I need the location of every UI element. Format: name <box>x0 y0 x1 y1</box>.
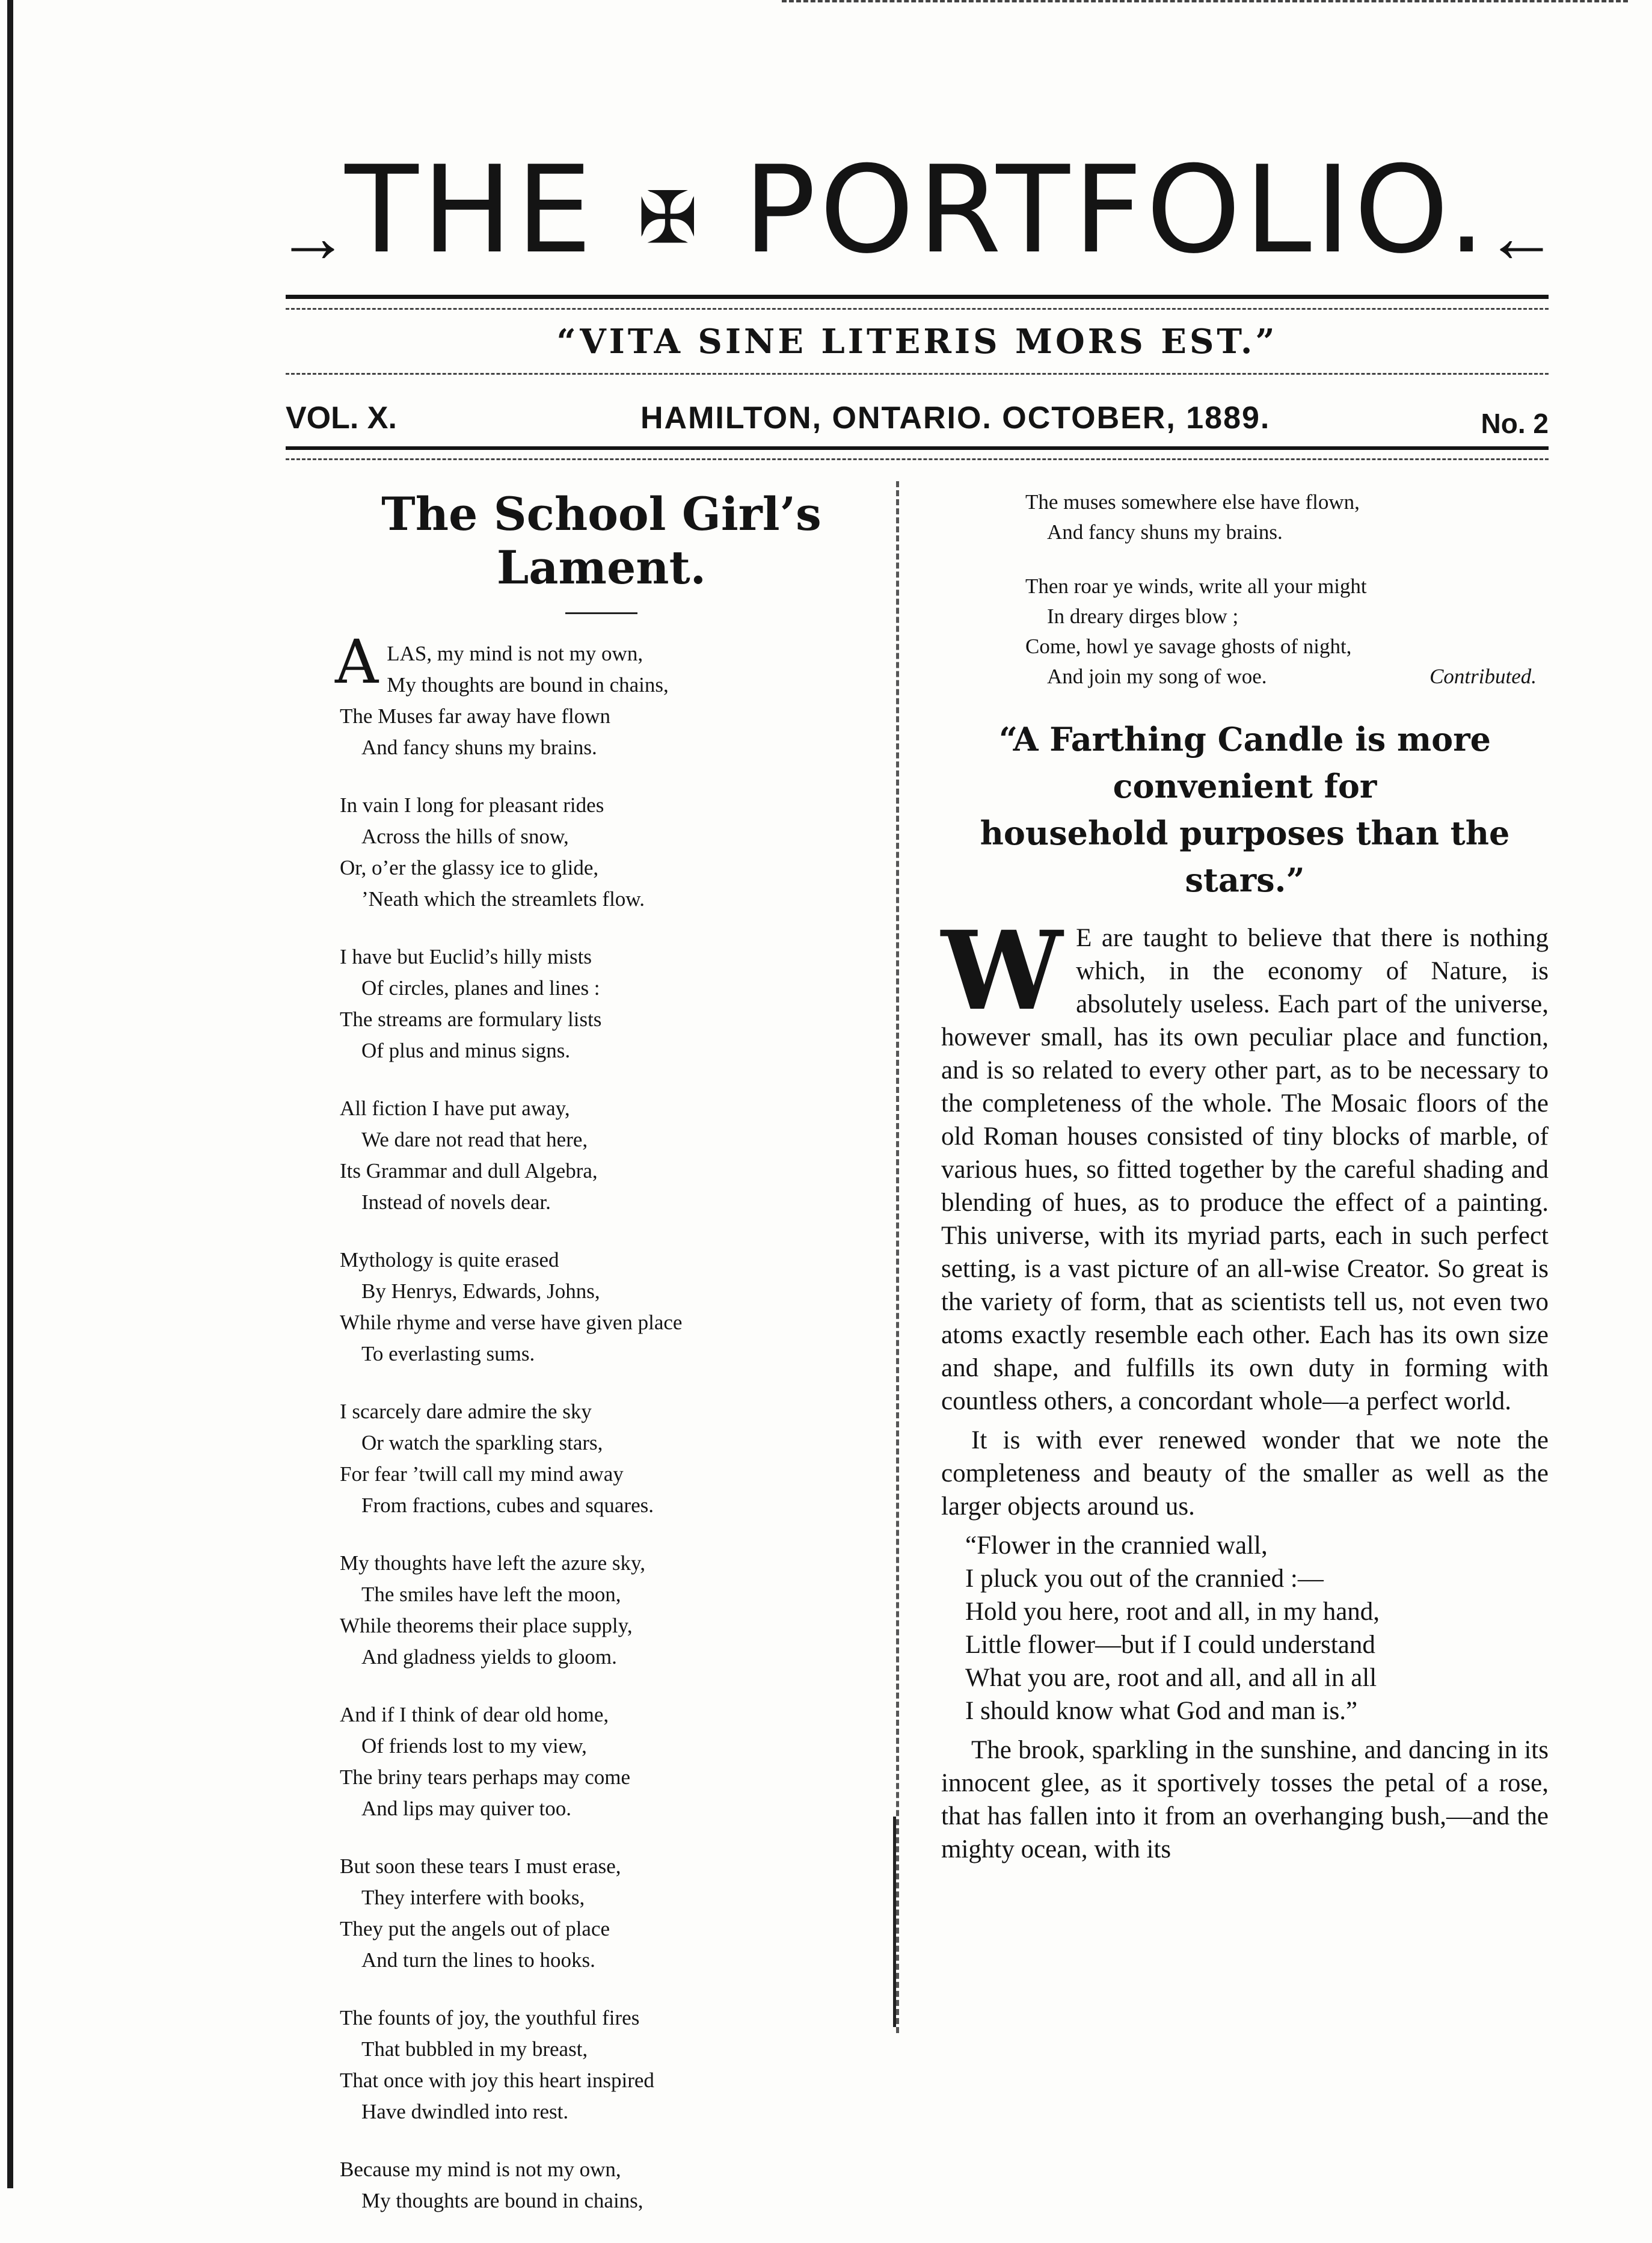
motto-dashed-rule <box>286 373 1549 375</box>
title-word-the: THE <box>345 140 596 280</box>
poem-line: Then roar ye winds, write all your might <box>1025 574 1367 598</box>
quoted-verse <box>965 1529 1549 1728</box>
poem-line: They put the angels out of place <box>340 1917 610 1940</box>
contributor-credit: Contributed. <box>1429 665 1537 688</box>
stanza-4 <box>340 1093 890 1218</box>
masthead-dashed-rule <box>286 308 1549 310</box>
poem-line: Come, howl ye savage ghosts of night, <box>1025 635 1352 658</box>
verse-line: Hold you here, root and all, in my hand, <box>965 1598 1380 1626</box>
poem-continuation-stanza <box>1025 487 1549 547</box>
poem-stanzas <box>313 790 890 2217</box>
poem-line: The Muses far away have flown <box>340 704 610 728</box>
essay-title <box>941 716 1549 903</box>
poem-line: Of plus and minus signs. <box>361 1039 571 1062</box>
poem-line: And fancy shuns my brains. <box>361 736 597 759</box>
stanza-2 <box>340 790 890 915</box>
left-column <box>313 481 890 2243</box>
essay-paragraph-2: It is with ever renewed wonder that we note the completeness and beauty of the smaller as well as the larger objects around us. <box>941 1426 1549 1521</box>
dateline-dashed-rule <box>286 458 1549 460</box>
motto: “VITA SINE LITERIS MORS EST.” <box>556 322 1278 362</box>
poem-line: And if I think of dear old home, <box>340 1703 609 1726</box>
poem-line: ’Neath which the streamlets flow. <box>361 887 645 911</box>
issue-number: No. 2 <box>1481 408 1549 439</box>
poem-line: In vain I long for pleasant rides <box>340 793 604 817</box>
essay-title-line-2: household purposes than the stars.” <box>980 814 1510 899</box>
poem-line: To everlasting sums. <box>361 1342 535 1365</box>
poem-line: While theorems their place supply, <box>340 1614 633 1637</box>
verse-line: I should know what God and man is.” <box>965 1697 1358 1725</box>
essay-body <box>941 908 1549 1866</box>
stanza-6 <box>340 1396 890 1521</box>
verse-line: I pluck you out of the crannied :— <box>965 1565 1324 1593</box>
poem-line: My thoughts are bound in chains, <box>361 2189 643 2212</box>
essay-paragraph-3: The brook, sparkling in the sunshine, and dancing in its innocent glee, as it sportively tosses the petal of a rose, that has fallen into it from an overhanging bush,—and the mighty ocean, with its <box>941 1736 1549 1863</box>
stanza-11 <box>340 2154 890 2217</box>
poem-line: The founts of joy, the youthful fires <box>340 2006 640 2029</box>
poem-first-line: LAS, my mind is not my own, <box>387 642 643 665</box>
newspaper-title <box>283 140 1552 280</box>
poem-line: And lips may quiver too. <box>361 1797 571 1820</box>
poem-line: From fractions, cubes and squares. <box>361 1494 654 1517</box>
poem-line: The smiles have left the moon, <box>361 1583 621 1606</box>
poem-line: Or watch the sparkling stars, <box>361 1431 603 1454</box>
poem-line: The streams are formulary lists <box>340 1008 602 1031</box>
poem-line: That once with joy this heart inspired <box>340 2069 654 2092</box>
dateline <box>286 400 1549 442</box>
top-edge-rule <box>782 0 1628 2</box>
right-column <box>941 487 1549 1872</box>
essay-paragraph-1-text: E are taught to believe that there is nothing which, in the economy of Nature, is absolutely useless. Each part of the universe, however small, has its own peculiar place and function, and is so related to every other part, as to be necessary to the completeness of the whole. The Mosaic floors of the old Roman houses consisted of tiny blocks of marble, of various hues, so fitted together by the careful shading and blending of hues, as to produce the effect of a painting. This universe, with its myriad parts, each in such perfect setting, is a vast picture of an all-wise Creator. So great is the variety of form, that as scientists tell us, not even two atoms exactly resemble each other. Each has its own size and shape, and fulfills its own duty in forming with countless others, a concordant whole—a perfect world. <box>941 924 1549 1415</box>
stanza-1 <box>335 627 890 763</box>
poem-line: And gladness yields to gloom. <box>361 1645 617 1669</box>
title-underline <box>565 612 637 614</box>
ornament-arrow-right-icon: ← <box>1485 197 1558 277</box>
verse-line: Little flower—but if I could understand <box>965 1631 1375 1659</box>
poem-line: Or, o’er the glassy ice to glide, <box>340 856 599 879</box>
poem-final-stanza <box>1025 571 1549 692</box>
stanza-5 <box>340 1245 890 1370</box>
volume-label: VOL. X. <box>286 401 397 435</box>
poem-line: Its Grammar and dull Algebra, <box>340 1159 598 1183</box>
poem-line: My thoughts have left the azure sky, <box>340 1551 646 1575</box>
stanza-8 <box>340 1699 890 1824</box>
poem-line: My thoughts are bound in chains, <box>387 673 669 697</box>
poem-title: The School Girl’s Lament. <box>381 487 821 594</box>
masthead-rule-top <box>286 295 1549 299</box>
poem-line: The briny tears perhaps may come <box>340 1765 631 1789</box>
dateline-rule <box>286 446 1549 450</box>
title-word-portfolio: PORTFOLIO. <box>743 140 1490 280</box>
poem-line: In dreary dirges blow ; <box>1047 605 1239 628</box>
column-divider <box>896 481 899 2033</box>
poem-line: The muses somewhere else have flown, <box>1025 490 1360 514</box>
column-divider-solid <box>893 1817 896 2027</box>
poem-line: Of circles, planes and lines : <box>361 976 600 1000</box>
ornament-cross-icon: ✠ <box>637 176 702 260</box>
verse-line: What you are, root and all, and all in all <box>965 1664 1377 1692</box>
ornament-arrow-left-icon: → <box>277 197 349 277</box>
stanza-3 <box>340 941 890 1066</box>
poem-line: I have but Euclid’s hilly mists <box>340 945 592 968</box>
poem-dropcap: A <box>335 627 379 697</box>
poem-line: Mythology is quite erased <box>340 1248 559 1272</box>
poem-line: While rhyme and verse have given place <box>340 1311 683 1334</box>
stanza-7 <box>340 1548 890 1673</box>
poem-line: All fiction I have put away, <box>340 1097 570 1120</box>
poem-line: But soon these tears I must erase, <box>340 1854 621 1878</box>
poem-line: Across the hills of snow, <box>361 825 569 848</box>
essay-dropcap: W <box>941 908 1063 1035</box>
poem-line: We dare not read that here, <box>361 1128 588 1151</box>
page-edge-bar <box>7 0 13 2188</box>
poem-line <box>1025 662 1549 692</box>
poem-line: Have dwindled into rest. <box>361 2100 569 2123</box>
essay-paragraph-1 <box>941 908 1549 1418</box>
poem-line: And turn the lines to hooks. <box>361 1948 595 1972</box>
poem-line: Instead of novels dear. <box>361 1190 551 1214</box>
masthead-title-block <box>277 140 1558 295</box>
poem-line: I scarcely dare admire the sky <box>340 1400 592 1423</box>
poem-line: They interfere with books, <box>361 1886 585 1909</box>
poem-line: And fancy shuns my brains. <box>1047 520 1283 544</box>
poem-line-text: And join my song of woe. <box>1047 665 1267 688</box>
essay-title-line-1: “A Farthing Candle is more convenient for <box>998 720 1491 805</box>
poem-line: For fear ’twill call my mind away <box>340 1462 624 1486</box>
poem-line: Of friends lost to my view, <box>361 1734 587 1758</box>
poem-line: Because my mind is not my own, <box>340 2158 621 2181</box>
poem-line: That bubbled in my breast, <box>361 2037 588 2061</box>
verse-line: “Flower in the crannied wall, <box>965 1531 1268 1560</box>
place-date: HAMILTON, ONTARIO. OCTOBER, 1889. <box>640 401 1271 435</box>
poem-line: By Henrys, Edwards, Johns, <box>361 1279 600 1303</box>
stanza-9 <box>340 1851 890 1976</box>
stanza-10 <box>340 2002 890 2128</box>
